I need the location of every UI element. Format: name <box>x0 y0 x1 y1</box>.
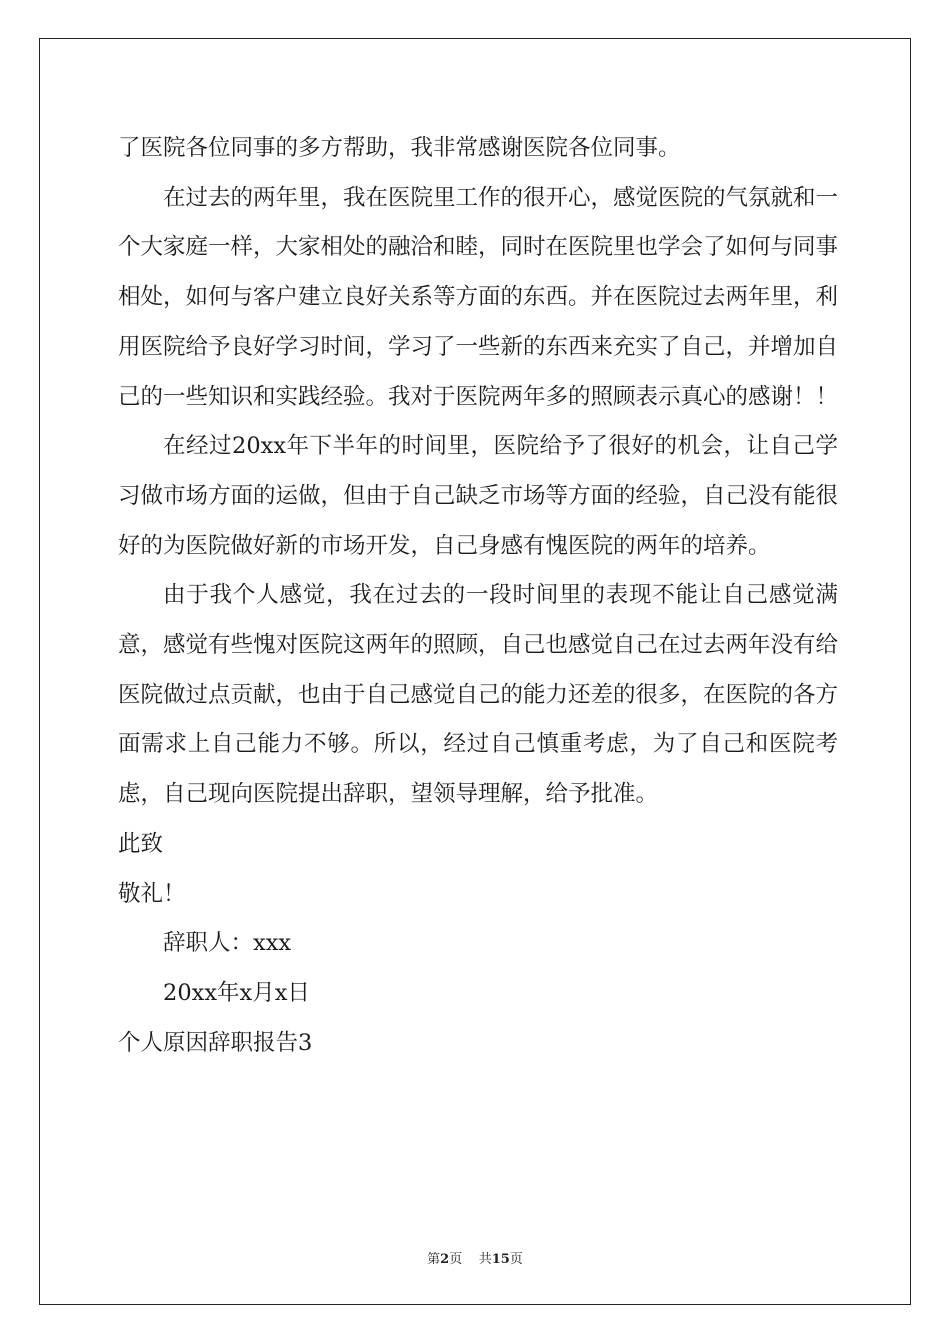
paragraph-2: 在过去的两年里，我在医院里工作的很开心，感觉医院的气氛就和一个大家庭一样，大家相处的融洽和睦，同时在医院里也学会了如何与同事相处，如何与客户建立良好关系等方面的东西。并在医院过去两年里，利用医院给予良好学习时间，学习了一些新的东西来充实了自己，并增加自己的一些知识和实践经验。我对于医院两年多的照顾表示真心的感谢！！ <box>118 184 839 410</box>
paragraph-3: 在经过20xx年下半年的时间里，医院给予了很好的机会，让自己学习做市场方面的运做，但由于自己缺乏市场等方面的经验，自己没有能很好的为医院做好新的市场开发，自己身感有愧医院的两年的培养。 <box>118 433 839 559</box>
paragraph-1: 了医院各位同事的多方帮助，我非常感谢医院各位同事。 <box>118 135 681 161</box>
total-suffix: 页 <box>509 1252 523 1267</box>
page-footer <box>0 1248 950 1267</box>
signer: 辞职人：xxx <box>163 930 292 957</box>
total-pages: 15 <box>491 1252 510 1267</box>
total-prefix: 共 <box>478 1252 492 1267</box>
letter-body <box>118 124 838 1068</box>
paragraph-4: 由于我个人感觉，我在过去的一段时间里的表现不能让自己感觉满意，感觉有些愧对医院这两年的照顾，自己也感觉自己在过去两年没有给医院做过点贡献，也由于自己感觉自己的能力还差的很多，在医院的各方面需求上自己能力不够。所以，经过自己慎重考虑，为了自己和医院考虑，自己现向医院提出辞职，望领导理解，给予批准。 <box>118 582 839 808</box>
date: 20xx年x月x日 <box>163 979 310 1006</box>
page-prefix: 第 <box>427 1252 441 1267</box>
page-number: 2 <box>440 1252 450 1267</box>
closing-regards: 敬礼！ <box>118 880 186 907</box>
closing-salutation: 此致 <box>118 830 164 857</box>
page-suffix: 页 <box>449 1252 463 1267</box>
next-section-title: 个人原因辞职报告3 <box>118 1029 313 1056</box>
